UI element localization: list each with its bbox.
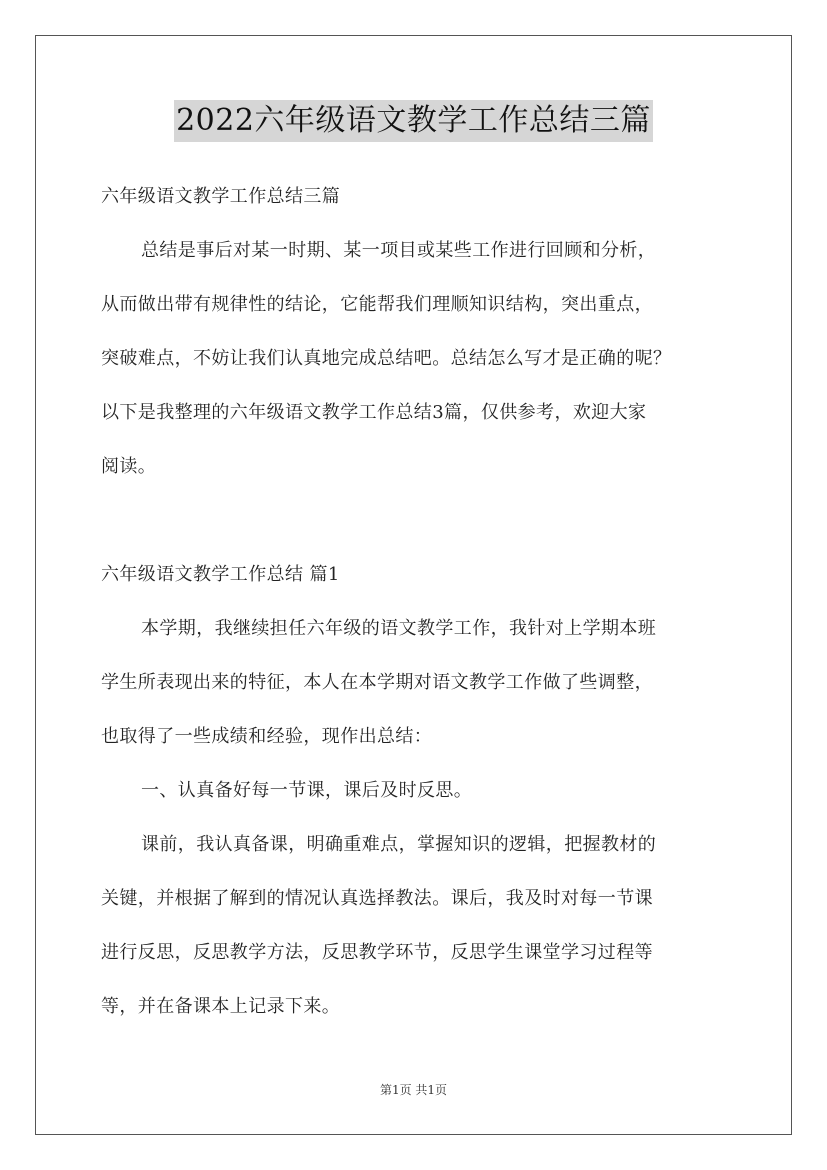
intro-line: 总结是事后对某一时期、某一项目或某些工作进行回顾和分析， <box>141 240 657 261</box>
page-footer: 第1页 共1页 <box>379 1083 448 1097</box>
intro-line: 以下是我整理的六年级语文教学工作总结3篇，仅供参考，欢迎大家 <box>101 402 647 423</box>
intro-line: 从而做出带有规律性的结论，它能帮我们理顺知识结构，突出重点， <box>101 294 653 315</box>
paragraph-line: 等，并在备课本上记录下来。 <box>101 996 341 1017</box>
document-title <box>0 100 827 142</box>
document-body <box>101 170 731 1034</box>
document-title-text: 2022六年级语文教学工作总结三篇 <box>174 100 653 142</box>
intro-line: 阅读。 <box>101 456 157 477</box>
paragraph-line: 本学期，我继续担任六年级的语文教学工作，我针对上学期本班 <box>141 618 657 639</box>
intro-heading: 六年级语文教学工作总结三篇 <box>101 186 341 207</box>
paragraph-line: 关键，并根据了解到的情况认真选择教法。课后，我及时对每一节课 <box>101 888 653 909</box>
paragraph-line: 课前，我认真备课，明确重难点，掌握知识的逻辑，把握教材的 <box>141 834 657 855</box>
paragraph-line: 学生所表现出来的特征，本人在本学期对语文教学工作做了些调整， <box>101 672 653 693</box>
paragraph-line: 也取得了一些成绩和经验，现作出总结： <box>101 726 433 747</box>
intro-line: 突破难点，不妨让我们认真地完成总结吧。总结怎么写才是正确的呢？ <box>101 348 672 369</box>
paragraph-gap <box>101 494 731 548</box>
paragraph-line: 进行反思，反思教学方法，反思教学环节，反思学生课堂学习过程等 <box>101 942 653 963</box>
list-item-heading: 一、认真备好每一节课，课后及时反思。 <box>141 780 473 801</box>
section-heading: 六年级语文教学工作总结 篇1 <box>101 564 340 585</box>
